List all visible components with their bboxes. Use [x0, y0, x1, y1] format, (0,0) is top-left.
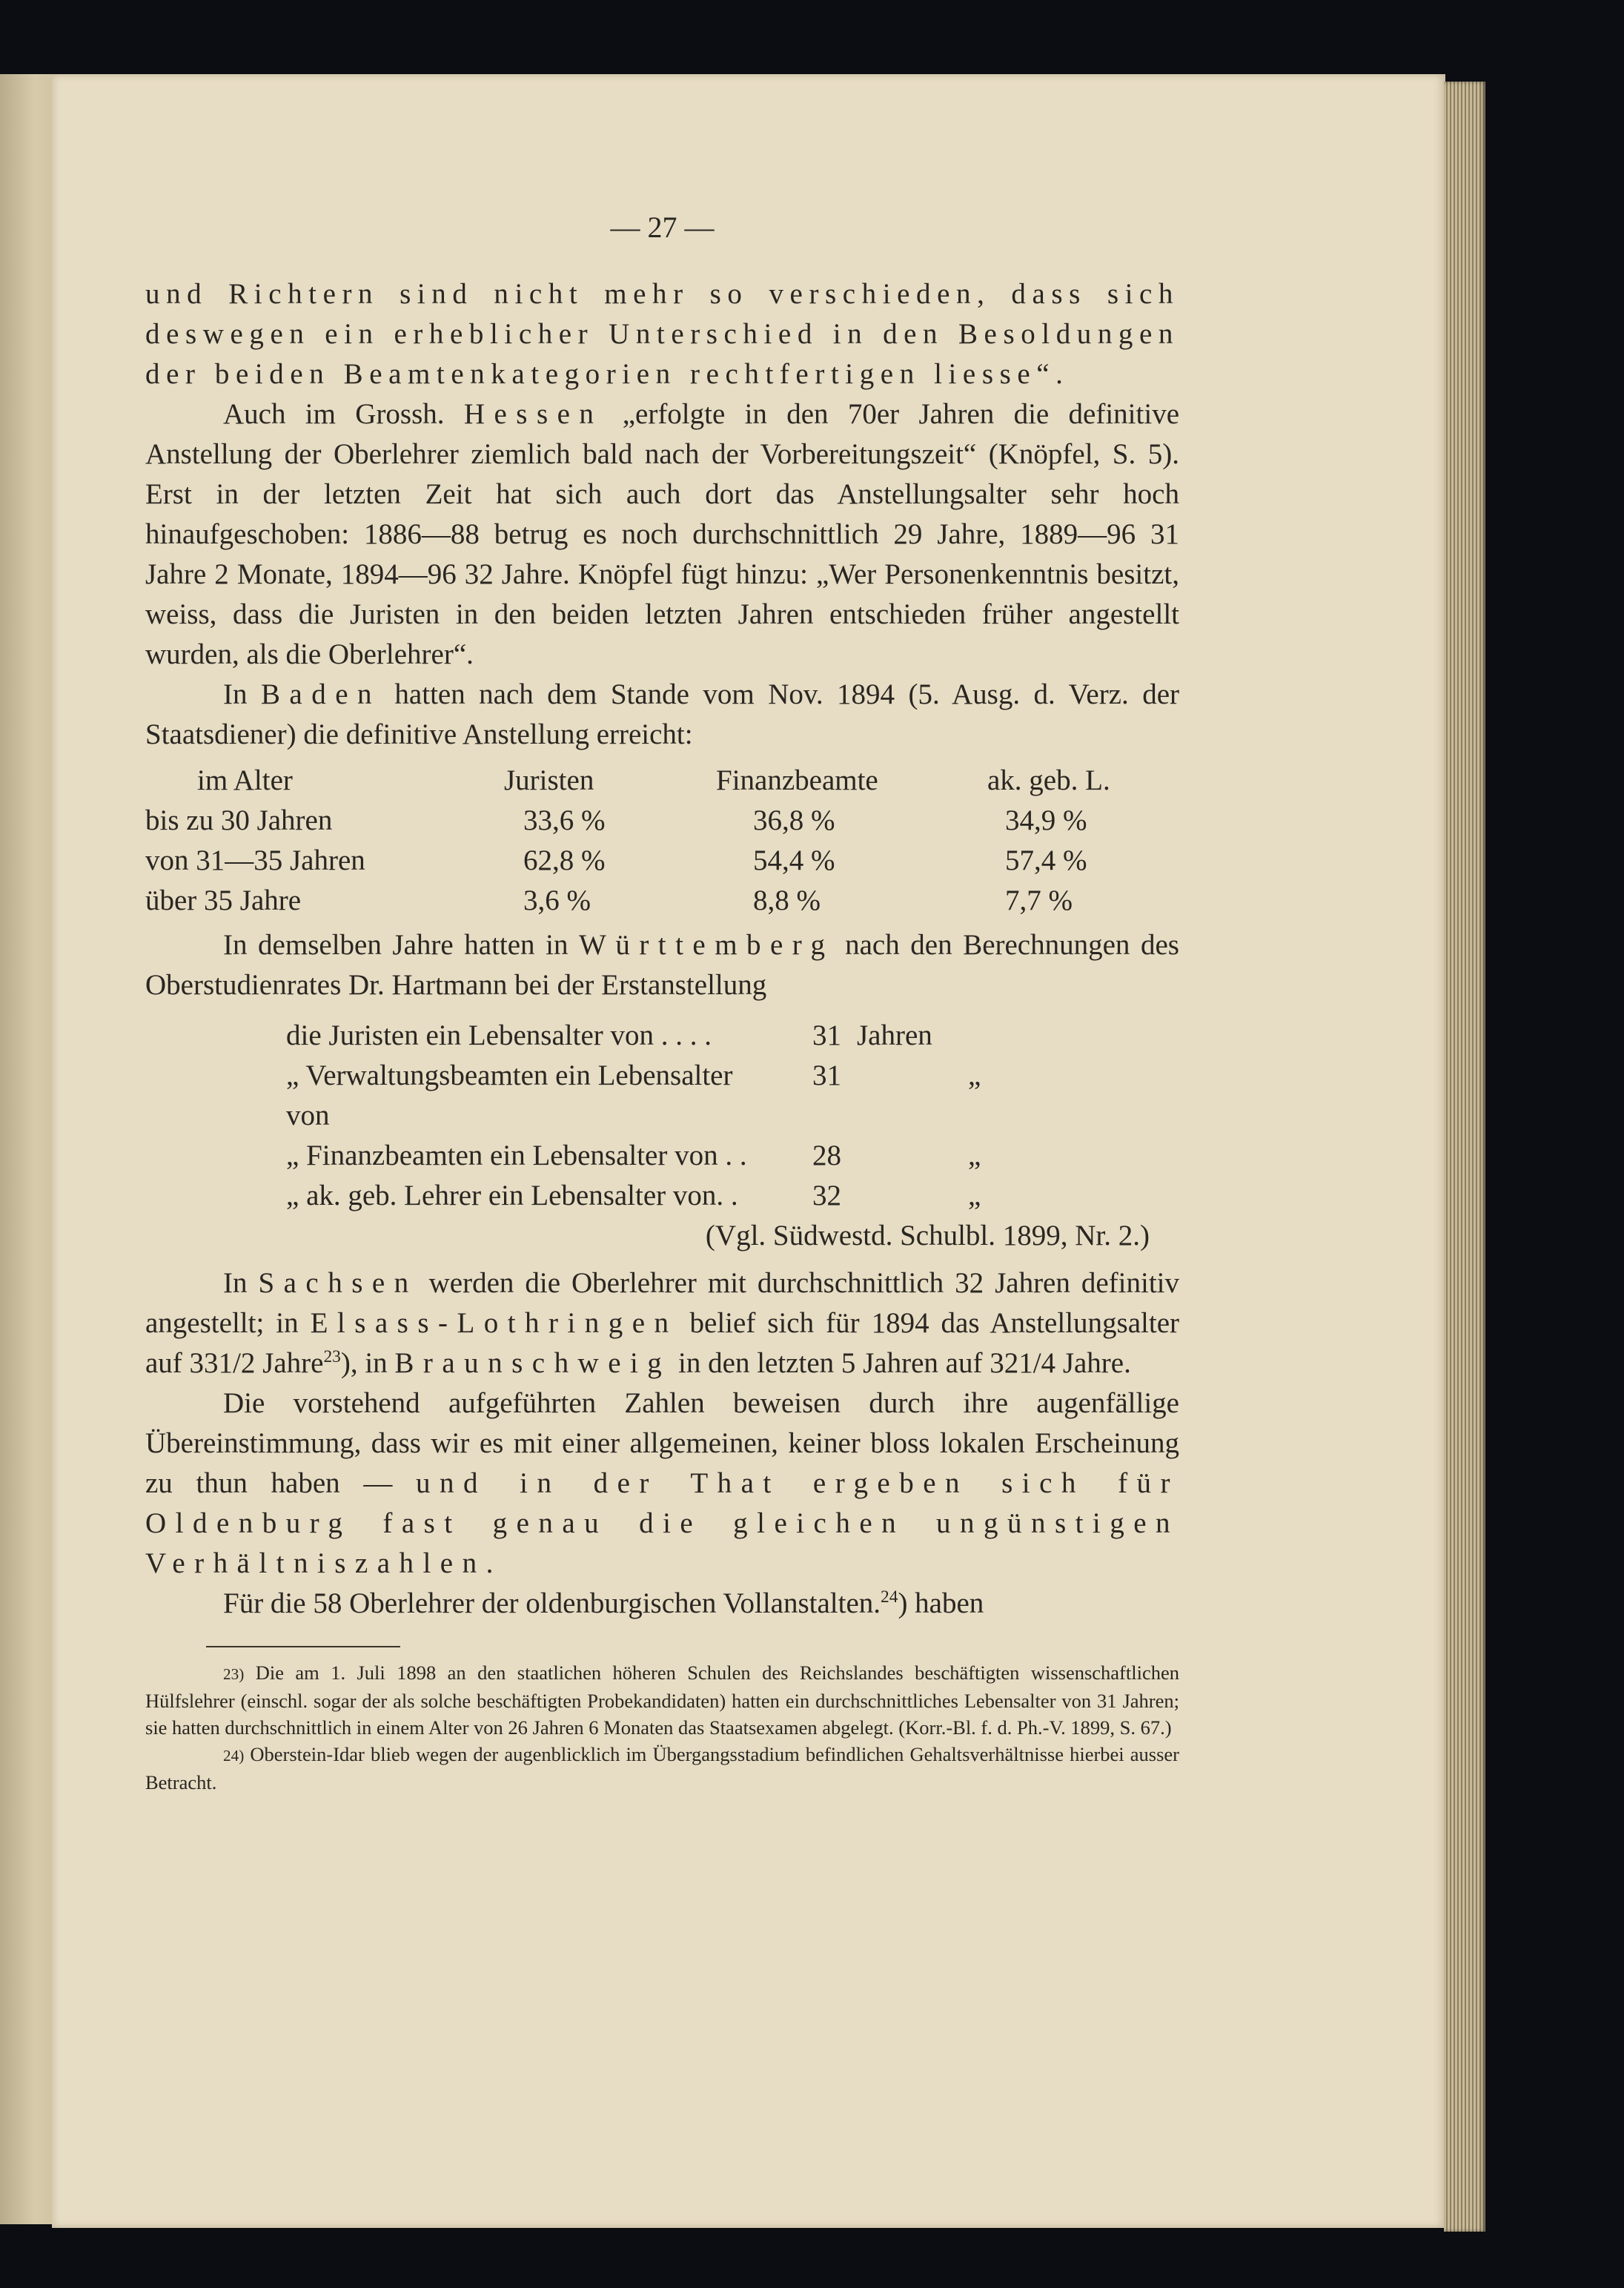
list-item-age: 31	[812, 1059, 841, 1091]
paragraph-intro: und Richtern sind nicht mehr so verschieden, dass sich deswegen ein erheblicher Unterschied in den Besoldungen der beiden Beamtenkategorien rechtfertigen liesse“.	[145, 278, 1179, 390]
baden-table	[145, 761, 1179, 921]
page-text	[145, 208, 1179, 1796]
table-cell: 3,6 %	[523, 885, 591, 916]
list-item-text: „ Finanzbeamten ein Lebensalter von . .	[286, 1140, 747, 1171]
page-number: — 27 —	[610, 211, 715, 244]
paragraph-wuerttemberg: In demselben Jahre hatten in Württemberg nach den Berechnungen des Oberstudienrates Dr. Hartmann bei der Erstanstellung	[145, 929, 1179, 1001]
list-item	[145, 1136, 1179, 1176]
footnote-ref: 24	[881, 1587, 898, 1607]
wuerttemberg-age-list	[145, 1016, 1179, 1256]
page-stack-edges	[1444, 82, 1485, 2232]
footnotes	[145, 1659, 1179, 1796]
table-cell: über 35 Jahre	[145, 885, 302, 916]
list-item-age: 31	[812, 1019, 841, 1051]
table-cell: von 31—35 Jahren	[145, 844, 365, 876]
table-header: ak. geb. L.	[987, 764, 1110, 796]
paragraph-hessen: Auch im Grossh. Hessen „erfolgte in den 70er Jahren die definitive Anstellung der Oberlehrer ziemlich bald nach der Vorbereitungszeit“ (Knöpfel, S. 5). Erst in der letzten Zeit hat sich auch dort das Anstellungsalter sehr hoch hinaufgeschoben: 1886—88 betrug es noch durchschnittlich 29 Jahre, 1889—96 31 Jahre 2 Monate, 1894—96 32 Jahre. Knöpfel fügt hinzu: „Wer Personenkenntnis besitzt, weiss, dass die Juristen in den beiden letzten Jahren entschieden früher angestellt wurden, als die Oberlehrer“.	[145, 398, 1179, 670]
list-item-age: 28	[812, 1140, 841, 1171]
table-header: Finanzbeamte	[716, 764, 878, 796]
table-cell: 34,9 %	[1005, 804, 1087, 836]
table-cell: 62,8 %	[523, 844, 606, 876]
list-item-text: „ ak. geb. Lehrer ein Lebensalter von. .	[286, 1180, 738, 1211]
left-page-edge	[0, 74, 58, 2224]
list-item	[145, 1176, 1179, 1216]
table-cell: 33,6 %	[523, 804, 606, 836]
table-header: im Alter	[197, 764, 293, 796]
list-item-age: 32	[812, 1180, 841, 1211]
list-item-text: „ Verwaltungsbeamten ein Lebensalter von	[286, 1059, 733, 1131]
table-header: Juristen	[504, 764, 594, 796]
table-cell: 54,4 %	[753, 844, 835, 876]
fraction: 1/2	[218, 1347, 256, 1379]
table-cell: 8,8 %	[753, 885, 821, 916]
fraction: 1/4	[1018, 1347, 1056, 1379]
paragraph-baden: In Baden hatten nach dem Stande vom Nov. 1894 (5. Ausg. d. Verz. der Staatsdiener) die definitive Anstellung erreicht:	[145, 678, 1179, 750]
table-cell: 7,7 %	[1005, 885, 1073, 916]
footnote: 24) Oberstein-Idar blieb wegen der augenblicklich im Übergangsstadium befindlichen Gehaltsverhältnisse hierbei ausser Betracht.	[145, 1743, 1179, 1793]
list-item-unit: „	[968, 1180, 981, 1211]
table-cell: bis zu 30 Jahren	[145, 804, 333, 836]
table-cell: 36,8 %	[753, 804, 835, 836]
list-item	[145, 1056, 1179, 1136]
footnote-ref: 23	[323, 1347, 341, 1366]
list-item-unit: „	[968, 1059, 981, 1091]
footnote: 23) Die am 1. Juli 1898 an den staatlichen höheren Schulen des Reichslandes beschäftigten wissenschaftlichen Hülfslehrer (einschl. sogar der als solche beschäftigten Probekandidaten) hatten ein durchschnittliches Lebensalter von 31 Jahren; sie hatten durchschnittlich in einem Alter von 26 Jahren 6 Monaten das Staatsexamen abgelegt. (Korr.-Bl. f. d. Ph.-V. 1899, S. 67.)	[145, 1662, 1179, 1739]
list-item-unit: Jahren	[857, 1019, 932, 1051]
list-item-text: die Juristen ein Lebensalter von . . . .	[286, 1019, 712, 1051]
list-item-unit: „	[968, 1140, 981, 1171]
paragraph-last: Für die 58 Oberlehrer der oldenburgischen Vollanstalten.$^{24}$) haben	[223, 1587, 984, 1619]
list-item	[145, 1016, 1179, 1056]
paragraph-oldenburg: Die vorstehend aufgeführten Zahlen beweisen durch ihre augenfällige Übereinstimmung, dass wir es mit einer allgemeinen, keiner bloss lokalen Erscheinung zu thun haben — und in der That ergeben sich für Oldenburg fast genau die gleichen ungünstigen Verhältniszahlen.	[145, 1387, 1179, 1579]
source-citation: (Vgl. Südwestd. Schulbl. 1899, Nr. 2.)	[705, 1220, 1150, 1252]
table-cell: 57,4 %	[1005, 844, 1087, 876]
footnote-rule	[206, 1646, 400, 1647]
paragraph-sachsen: In Sachsen werden die Oberlehrer mit durchschnittlich 32 Jahren definitiv angestellt; in Elsass-Lothringen belief sich für 1894 das Anstellungsalter auf 331/2 Jahre$^{23}$), in Braunschweig in den letzten 5 Jahren auf 321/4 Jahre.	[145, 1267, 1179, 1379]
